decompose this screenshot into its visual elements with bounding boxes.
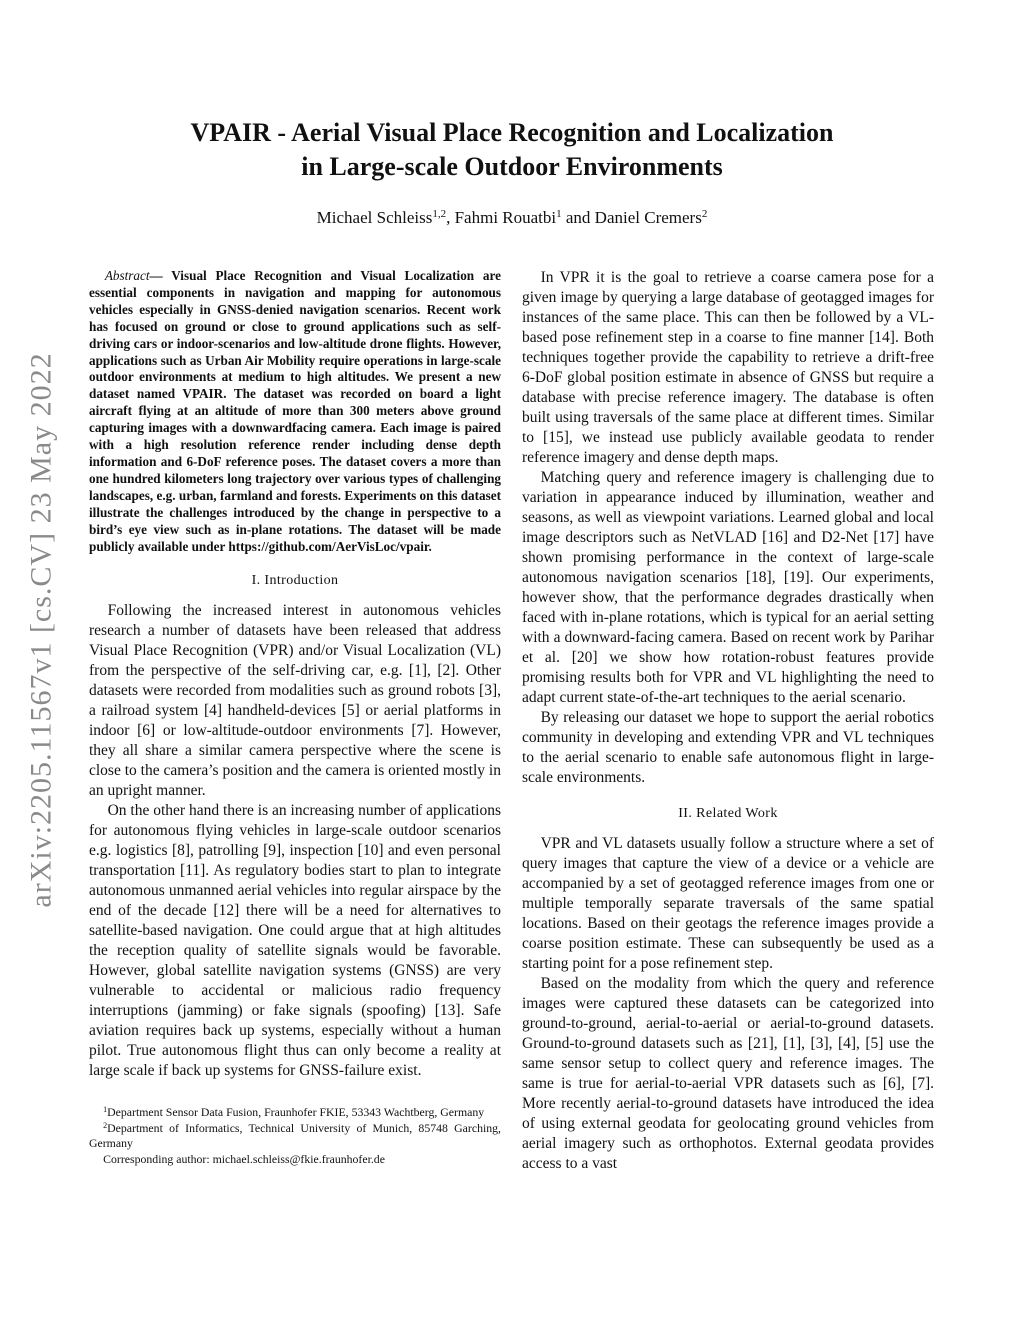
author-name: Fahmi Rouatbi [454, 208, 557, 227]
paragraph: Based on the modality from which the query and reference images were captured these datasets can be categorized into ground-to-ground, aerial-to-aerial or aerial-to-ground datasets. Ground-to-ground datasets such as [21], [1], [3], [4], [5] use the same sensor setup to collect query and reference images. The same is true for aerial-to-aerial VPR datasets such as [6], [7]. More recently aerial-to-ground datasets have introduced the idea of using external geodata for geolocating ground vehicles from aerial imagery such as orthophotos. External geodata provides access to a vast [522, 975, 934, 1172]
footnote-text: Department Sensor Data Fusion, Fraunhofer FKIE, 53343 Wachtberg, Germany [107, 1105, 485, 1120]
footnote-mark: 2 [103, 1121, 108, 1131]
author-list [90, 208, 934, 228]
right-column [522, 268, 934, 1174]
title-line-2: in Large-scale Outdoor Environments [301, 152, 723, 181]
paragraph: By releasing our dataset we hope to support the aerial robotics community in developing and extending VPR and VL techniques to the aerial scenario to enable safe autonomous flight in large-scale environments. [522, 709, 934, 786]
footnote [89, 1152, 501, 1167]
abstract-label: Abstract [104, 268, 150, 283]
section-heading-introduction: I. Introduction [251, 573, 339, 589]
abstract-text: — Visual Place Recognition and Visual Localization are essential components in navigation and mapping for autonomous vehicles especially in GNSS-denied navigation scenarios. Recent work has focused on ground or close to ground applications such as self-driving cars or indoor-scenarios and low-altitude drone flights. However, applications such as Urban Air Mobility require operations in large-scale outdoor environments at medium to high altitudes. We present a new dataset named VPAIR. The dataset was recorded on board a light aircraft flying at an altitude of more than 300 meters above ground capturing images with a downwardfacing camera. Each image is paired with a high resolution reference render including dense depth information and 6-DoF reference poses. The dataset covers a more than one hundred kilometers long trajectory over various types of challenging landscapes, e.g. urban, farmland and forests. Experiments on this dataset illustrate the challenges introduced by the change in perspective to a bird’s eye view such as in-plane rotations. The dataset will be made publicly available under https://github.com/AerVisLoc/vpair. [89, 268, 501, 554]
author-name: Michael Schleiss [316, 208, 433, 227]
paragraph: Following the increased interest in autonomous vehicles research a number of datasets have been released that address Visual Place Recognition (VPR) and/or Visual Localization (VL) from the perspective of the self-driving car, e.g. [1], [2]. Other datasets were recorded from modalities such as ground robots [3], a railroad system [4] handheld-devices [5] or aerial platforms in indoor [6] or low-altitude-outdoor environments [7]. However, they all share a similar camera perspective where the scene is close to the camera’s position and the camera is oriented mostly in an upright manner. [89, 602, 501, 800]
paragraph: VPR and VL datasets usually follow a structure where a set of query images that capture the view of a device or a vehicle are accompanied by a set of geotagged reference images from one or multiple temporally separate traversals of the same spatial locations. Based on their geotags the reference images provide a coarse position estimate. These can subsequently be used as a starting point for a pose refinement step. [522, 835, 934, 972]
footnote-text: Department of Informatics, Technical University of Munich, 85748 Garching, Germany [89, 1121, 501, 1151]
paragraph: In VPR it is the goal to retrieve a coarse camera pose for a given image by querying a large database of geotagged images for instances of the same place. This can then be followed by a VL-based pose refinement step in a coarse to fine manner [14]. Both techniques together provide the capability to retrieve a drift-free 6-DoF global position estimate in absence of GNSS but require a database with precise reference imagery. The database is often built using traversals of the same place at different times. Similar to [15], we instead use publicly available geodata to render reference imagery and dense depth maps. [522, 269, 934, 466]
left-column [89, 268, 501, 1168]
arxiv-sidebar-stamp [12, 300, 72, 960]
title-line-1: VPAIR - Aerial Visual Place Recognition and Localization [190, 118, 834, 147]
abstract [89, 268, 501, 555]
paragraph: Matching query and reference imagery is challenging due to variation in appearance induced by illumination, weather and seasons, as well as viewpoint variations. Learned global and local image descriptors such as NetVLAD [16] and D2-Net [17] have shown promising performance in the context of large-scale autonomous navigation scenarios [18], [19]. Our experiments, however show, that the performance degrades drastically when faced with in-plane rotations, which is typical for an aerial setting with a downward-facing camera. Based on recent work by Parihar et al. [20] we show how rotation-robust features provide promising results both for VPR and VL highlighting the need to adapt current state-of-the-art techniques to the aerial scenario. [522, 469, 934, 706]
footnote-mark: 1 [103, 1105, 108, 1115]
author-separator: , [446, 208, 455, 227]
author-name: Daniel Cremers [594, 208, 702, 227]
author-affiliation: 2 [701, 208, 708, 220]
footnote-text: Corresponding author: michael.schleiss@fkie.fraunhofer.de [103, 1152, 385, 1167]
author-affiliation: 1,2 [432, 208, 447, 220]
section-heading-related-work: II. Related Work [678, 806, 778, 821]
author-separator: and [561, 208, 595, 227]
footnote [89, 1121, 501, 1151]
paragraph: On the other hand there is an increasing number of applications for autonomous flying vehicles in large-scale outdoor scenarios e.g. logistics [8], patrolling [9], inspection [10] and even personal transportation [11]. As regulatory bodies start to plan to integrate autonomous unmanned aerial vehicles into regular airspace by the end of the decade [12] there will be a need for alternatives to satellite-based navigation. One could argue that at high altitudes the reception quality of satellite signals would be favorable. However, global satellite navigation systems (GNSS) are very vulnerable to accidental or malicious radio frequency interruptions (jamming) or fake signals (spoofing) [13]. Safe aviation requires back up systems, especially without a human pilot. True autonomous flight thus can only become a reality at large scale if back up systems for GNSS-failure exist. [89, 802, 501, 1080]
paper-title [90, 116, 934, 184]
author-affiliation: 1 [556, 208, 562, 220]
footnote [89, 1105, 501, 1120]
footnotes [89, 1105, 501, 1167]
arxiv-identifier: arXiv:2205.11567v1 [cs.CV] 23 May 2022 [25, 352, 59, 908]
